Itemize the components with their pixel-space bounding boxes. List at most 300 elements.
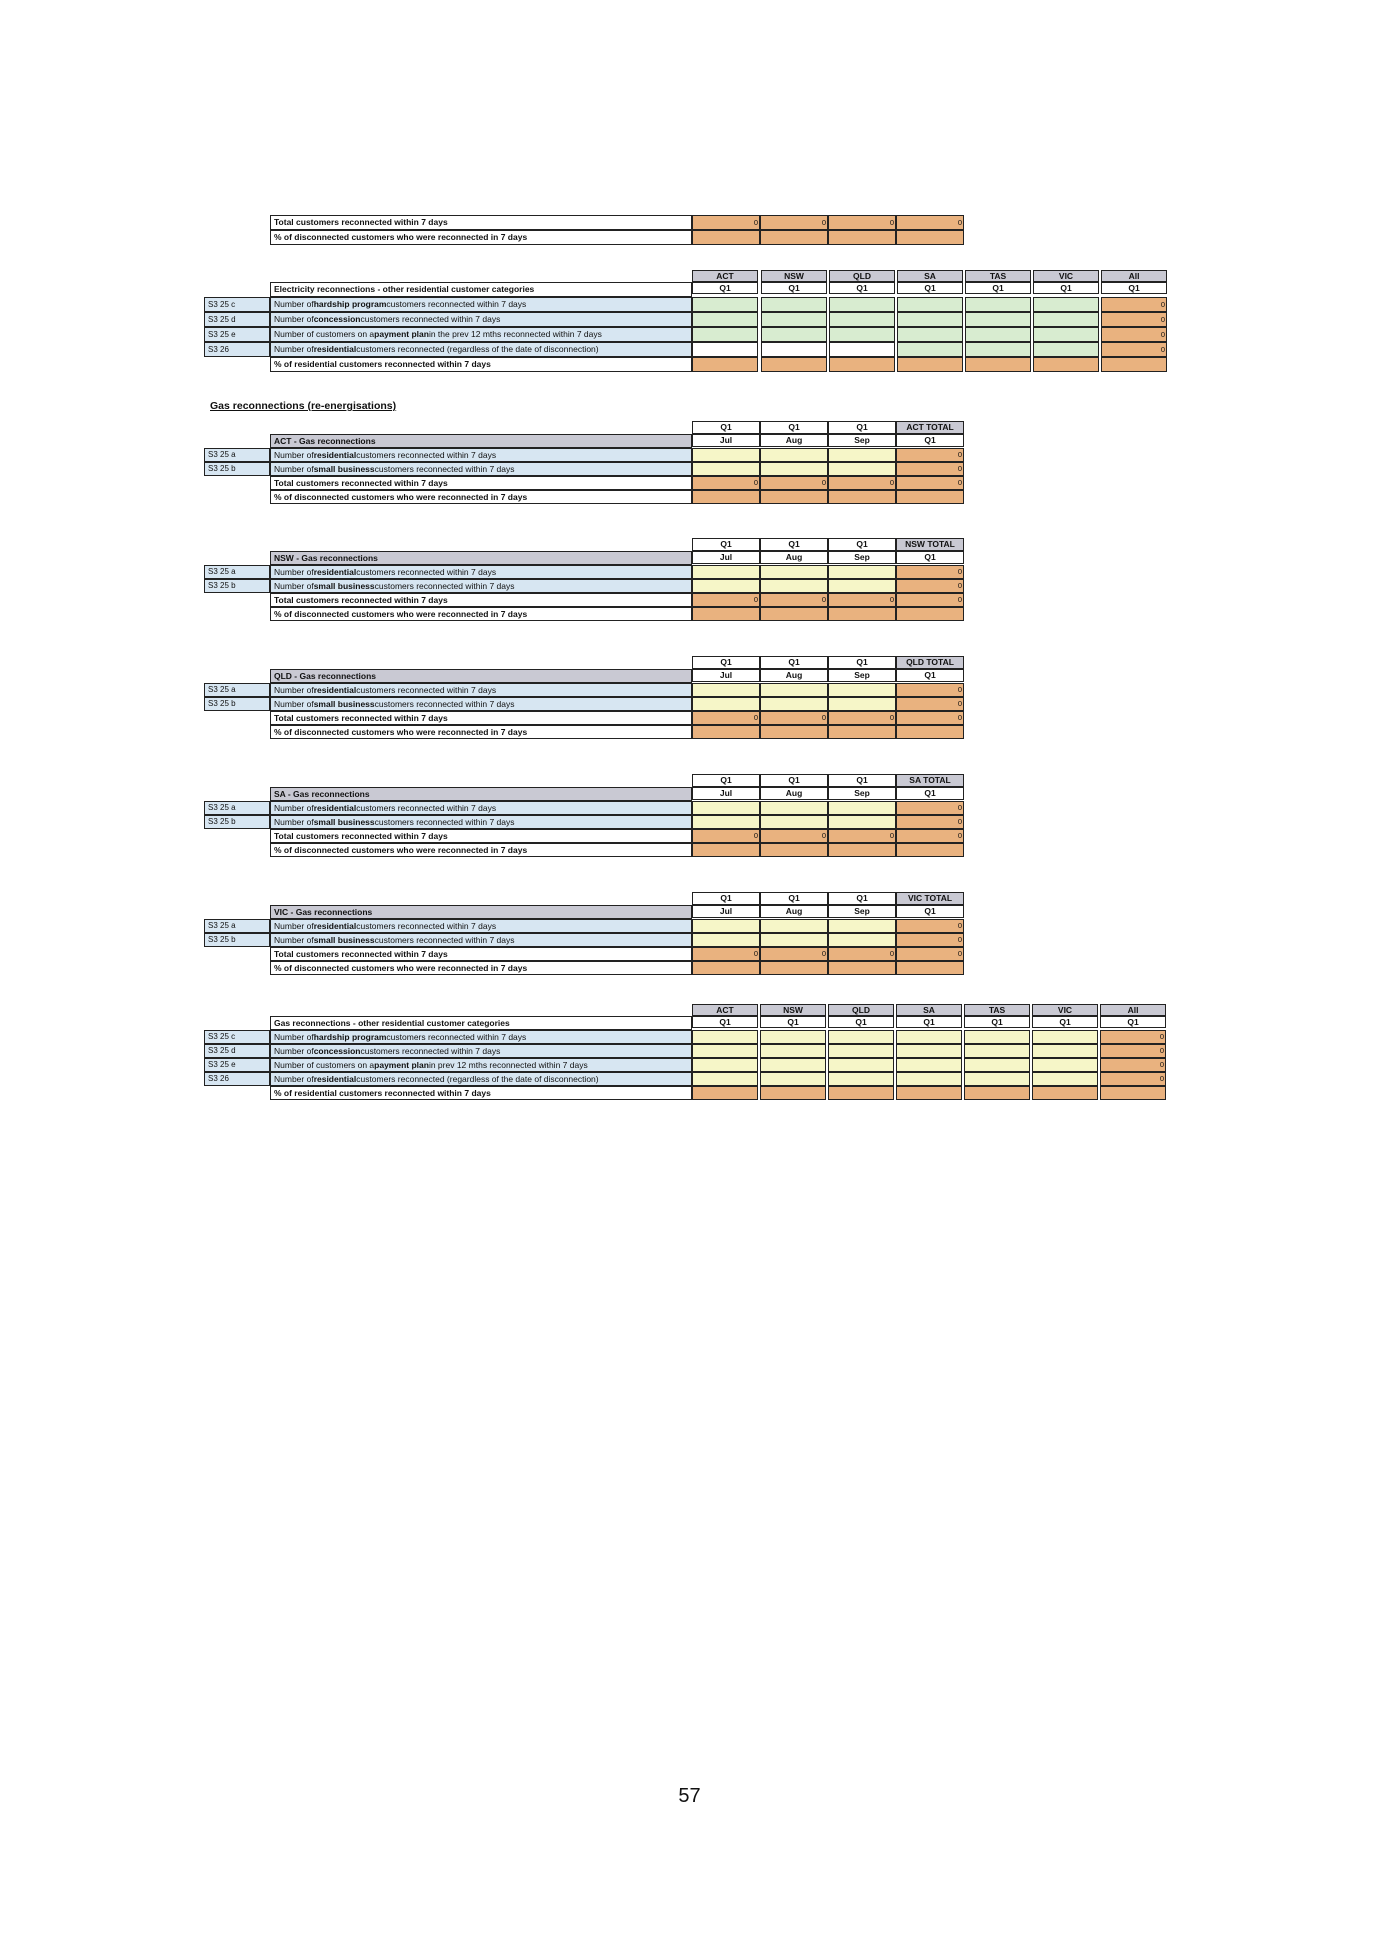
- gas-quarter-header: Q1: [828, 892, 896, 905]
- desc-part: small business: [313, 934, 375, 945]
- gasother-input-cell: [896, 1072, 962, 1086]
- desc-part: Number of: [274, 684, 314, 695]
- gas-row-label: [270, 683, 692, 697]
- gas-month-header: Sep: [828, 787, 896, 800]
- elec-input-cell: [829, 297, 895, 312]
- gas-total-row-cell: 0: [828, 593, 896, 607]
- gas-input-cell: [760, 801, 828, 815]
- desc-part: residential: [313, 802, 357, 813]
- desc-part: in prev 12 mths reconnected within 7 days: [428, 1059, 588, 1070]
- gas-month-header: Sep: [828, 551, 896, 564]
- gas-pct-cell: [828, 725, 896, 739]
- desc-part: Number of: [274, 463, 314, 474]
- gas-pct-total-cell: [896, 607, 964, 621]
- gas-pct-cell: [692, 607, 760, 621]
- gasother-input-cell: [896, 1058, 962, 1072]
- elec-pct-cell: [829, 357, 895, 372]
- desc-part: residential: [313, 684, 357, 695]
- desc-part: residential: [313, 1073, 357, 1084]
- gas-pct-cell: [828, 607, 896, 621]
- gasother-input-cell: [828, 1058, 894, 1072]
- gas-pct-label: % of disconnected customers who were reconnected in 7 days: [270, 490, 692, 504]
- gas-pct-cell: [692, 961, 760, 975]
- elec-input-cell: [829, 327, 895, 342]
- gas-input-cell: [760, 448, 828, 462]
- elec-row-label: [270, 327, 692, 342]
- gas-month-header: Jul: [692, 905, 760, 918]
- gas-input-cell: [828, 697, 896, 711]
- elec-pct-label: % of residential customers reconnected within 7 days: [270, 357, 692, 372]
- gas-input-cell: [760, 815, 828, 829]
- elec-quarter-header: Q1: [897, 282, 963, 294]
- elec-pct-cell: [1101, 357, 1167, 372]
- value-cell: 0: [692, 215, 760, 230]
- elec-state-header: TAS: [965, 270, 1031, 282]
- elec-input-cell: [761, 312, 827, 327]
- gas-quarter-header: Q1: [760, 656, 828, 669]
- elec-quarter-header: Q1: [692, 282, 758, 294]
- gasother-input-cell: [1032, 1044, 1098, 1058]
- gasother-quarter-header: Q1: [828, 1016, 894, 1028]
- gas-state-title: SA - Gas reconnections: [270, 787, 692, 801]
- gas-input-cell: [760, 579, 828, 593]
- gas-pct-label: % of disconnected customers who were reconnected in 7 days: [270, 607, 692, 621]
- gas-input-cell: [828, 815, 896, 829]
- gas-month-header: Aug: [760, 669, 828, 682]
- elec-all-cell: 0: [1101, 297, 1167, 312]
- elec-input-cell: [829, 342, 895, 357]
- gasother-title: Gas reconnections - other residential customer categories: [270, 1016, 692, 1030]
- gasother-quarter-header: Q1: [760, 1016, 826, 1028]
- gas-input-cell: [692, 933, 760, 947]
- gas-quarter-header: Q1: [828, 774, 896, 787]
- desc-part: customers reconnected (regardless of the date of disconnection): [356, 344, 599, 355]
- gasother-input-cell: [896, 1030, 962, 1044]
- desc-part: hardship program: [313, 1031, 387, 1042]
- elec-input-cell: [1033, 327, 1099, 342]
- gas-total-quarter: Q1: [896, 905, 964, 918]
- desc-part: Number of: [274, 920, 314, 931]
- desc-part: Number of: [274, 580, 314, 591]
- elec-all-cell: 0: [1101, 342, 1167, 357]
- gas-month-header: Sep: [828, 434, 896, 447]
- gas-state-title: VIC - Gas reconnections: [270, 905, 692, 919]
- elec-state-header: ACT: [692, 270, 758, 282]
- gas-month-header: Jul: [692, 551, 760, 564]
- gas-input-cell: [828, 579, 896, 593]
- gasother-input-cell: [692, 1058, 758, 1072]
- gas-pct-cell: [760, 961, 828, 975]
- elec-pct-cell: [761, 357, 827, 372]
- elec-input-cell: [692, 342, 758, 357]
- desc-part: customers reconnected within 7 days: [360, 314, 501, 325]
- elec-input-cell: [761, 327, 827, 342]
- desc-part: in the prev 12 mths reconnected within 7 days: [428, 329, 602, 340]
- elec-input-cell: [897, 297, 963, 312]
- elec-input-cell: [965, 327, 1031, 342]
- gas-quarter-header: Q1: [760, 538, 828, 551]
- desc-part: Number of: [274, 566, 314, 577]
- desc-part: customers reconnected within 7 days: [386, 299, 527, 310]
- gas-quarter-header: Q1: [828, 656, 896, 669]
- gasother-quarter-header: Q1: [692, 1016, 758, 1028]
- gas-row-label: [270, 448, 692, 462]
- gas-total-label: Total customers reconnected within 7 days: [270, 829, 692, 843]
- gas-input-cell: [692, 565, 760, 579]
- gasother-all-cell: 0: [1100, 1072, 1166, 1086]
- gas-input-cell: [692, 697, 760, 711]
- gas-input-cell: [828, 448, 896, 462]
- gas-row-code: S3 25 a: [204, 448, 270, 462]
- elec-pct-cell: [897, 357, 963, 372]
- value-cell: [692, 230, 760, 245]
- gas-input-cell: [828, 462, 896, 476]
- gasother-pct-label: % of residential customers reconnected within 7 days: [270, 1086, 692, 1100]
- gas-pct-label: % of disconnected customers who were reconnected in 7 days: [270, 725, 692, 739]
- gasother-state-header: QLD: [828, 1004, 894, 1016]
- elec-input-cell: [761, 297, 827, 312]
- elec-state-header: NSW: [761, 270, 827, 282]
- gasother-row-label: [270, 1058, 692, 1072]
- desc-part: Number of: [274, 314, 314, 325]
- desc-part: Number of: [274, 802, 314, 813]
- gasother-input-cell: [828, 1072, 894, 1086]
- elec-row-label: [270, 297, 692, 312]
- gas-pct-cell: [760, 725, 828, 739]
- gasother-quarter-header: Q1: [1100, 1016, 1166, 1028]
- gasother-all-cell: 0: [1100, 1044, 1166, 1058]
- gas-state-title: NSW - Gas reconnections: [270, 551, 692, 565]
- gasother-input-cell: [760, 1044, 826, 1058]
- gas-input-cell: [760, 919, 828, 933]
- gas-input-cell: [760, 462, 828, 476]
- gas-row-code: S3 25 b: [204, 579, 270, 593]
- gasother-state-header: TAS: [964, 1004, 1030, 1016]
- gasother-row-label: [270, 1044, 692, 1058]
- gasother-row-code: S3 25 d: [204, 1044, 270, 1058]
- elec-all-cell: 0: [1101, 327, 1167, 342]
- elec-state-header: VIC: [1033, 270, 1099, 282]
- gas-pct-cell: [828, 490, 896, 504]
- elec-input-cell: [897, 312, 963, 327]
- gas-input-cell: [692, 683, 760, 697]
- gasother-all-cell: 0: [1100, 1058, 1166, 1072]
- desc-part: residential: [313, 449, 357, 460]
- gas-pct-cell: [760, 843, 828, 857]
- gas-quarter-header: Q1: [692, 892, 760, 905]
- gasother-pct-cell: [760, 1086, 826, 1100]
- gas-quarter-header: Q1: [692, 774, 760, 787]
- gasother-input-cell: [896, 1044, 962, 1058]
- gas-month-header: Aug: [760, 551, 828, 564]
- gas-input-cell: [828, 919, 896, 933]
- gas-total-header: NSW TOTAL: [896, 538, 964, 551]
- gas-total-row-cell: 0: [828, 711, 896, 725]
- desc-part: hardship program: [313, 299, 387, 310]
- gasother-quarter-header: Q1: [1032, 1016, 1098, 1028]
- gas-total-row-cell: 0: [692, 947, 760, 961]
- gasother-input-cell: [1032, 1058, 1098, 1072]
- gasother-input-cell: [692, 1072, 758, 1086]
- gasother-pct-cell: [1032, 1086, 1098, 1100]
- gasother-input-cell: [964, 1044, 1030, 1058]
- gas-row-label: [270, 815, 692, 829]
- desc-part: concession: [313, 1045, 361, 1056]
- gas-input-cell: [828, 933, 896, 947]
- gas-total-cell: 0: [896, 683, 964, 697]
- gas-total-label: Total customers reconnected within 7 days: [270, 947, 692, 961]
- gas-total-row-cell: 0: [760, 476, 828, 490]
- gas-total-row-cell: 0: [692, 711, 760, 725]
- elec-quarter-header: Q1: [965, 282, 1031, 294]
- gas-month-header: Aug: [760, 905, 828, 918]
- desc-part: customers reconnected within 7 days: [360, 1045, 501, 1056]
- gas-total-cell: 0: [896, 919, 964, 933]
- gasother-row-code: S3 25 e: [204, 1058, 270, 1072]
- gas-total-row-cell: 0: [760, 947, 828, 961]
- gas-total-row-cell: 0: [760, 829, 828, 843]
- gas-total-row-cell: 0: [828, 476, 896, 490]
- desc-part: Number of: [274, 1073, 314, 1084]
- gas-total-label: Total customers reconnected within 7 days: [270, 476, 692, 490]
- page-number: 57: [678, 1785, 701, 1807]
- gas-row-label: [270, 919, 692, 933]
- desc-part: small business: [313, 580, 375, 591]
- desc-part: customers reconnected (regardless of the date of disconnection): [356, 1073, 599, 1084]
- gas-grand-total-cell: 0: [896, 593, 964, 607]
- gas-total-cell: 0: [896, 815, 964, 829]
- gas-quarter-header: Q1: [692, 656, 760, 669]
- desc-part: customers reconnected within 7 days: [374, 816, 515, 827]
- elec-input-cell: [692, 312, 758, 327]
- row-label: Total customers reconnected within 7 days: [270, 215, 692, 230]
- gasother-all-cell: 0: [1100, 1030, 1166, 1044]
- elec-row-label: [270, 312, 692, 327]
- gas-pct-total-cell: [896, 961, 964, 975]
- gas-total-header: SA TOTAL: [896, 774, 964, 787]
- gas-row-code: S3 25 b: [204, 933, 270, 947]
- elec-state-header: SA: [897, 270, 963, 282]
- gas-row-code: S3 25 a: [204, 801, 270, 815]
- elec-row-code: S3 25 d: [204, 312, 270, 327]
- gas-pct-cell: [828, 961, 896, 975]
- desc-part: customers reconnected within 7 days: [356, 920, 497, 931]
- gas-total-quarter: Q1: [896, 669, 964, 682]
- gas-input-cell: [760, 697, 828, 711]
- gas-total-quarter: Q1: [896, 787, 964, 800]
- gas-pct-cell: [692, 490, 760, 504]
- gasother-pct-cell: [828, 1086, 894, 1100]
- desc-part: Number of: [274, 449, 314, 460]
- gasother-pct-cell: [1100, 1086, 1166, 1100]
- gasother-input-cell: [760, 1072, 826, 1086]
- gas-pct-cell: [760, 490, 828, 504]
- gas-row-label: [270, 565, 692, 579]
- gas-total-cell: 0: [896, 933, 964, 947]
- gasother-input-cell: [692, 1030, 758, 1044]
- elec-quarter-header: Q1: [1101, 282, 1167, 294]
- gasother-state-header: ACT: [692, 1004, 758, 1016]
- gas-input-cell: [692, 448, 760, 462]
- gasother-input-cell: [760, 1058, 826, 1072]
- desc-part: Number of: [274, 1045, 314, 1056]
- elec-input-cell: [897, 327, 963, 342]
- gas-state-title: ACT - Gas reconnections: [270, 434, 692, 448]
- gas-row-code: S3 25 a: [204, 565, 270, 579]
- gasother-state-header: SA: [896, 1004, 962, 1016]
- gas-input-cell: [692, 815, 760, 829]
- desc-part: customers reconnected within 7 days: [356, 802, 497, 813]
- gas-pct-label: % of disconnected customers who were reconnected in 7 days: [270, 843, 692, 857]
- gas-quarter-header: Q1: [760, 892, 828, 905]
- desc-part: Number of customers on a: [274, 1059, 375, 1070]
- gas-row-code: S3 25 b: [204, 815, 270, 829]
- elec-input-cell: [1033, 297, 1099, 312]
- gasother-pct-cell: [692, 1086, 758, 1100]
- desc-part: residential: [313, 344, 357, 355]
- gas-input-cell: [692, 579, 760, 593]
- elec-input-cell: [1033, 342, 1099, 357]
- gas-pct-label: % of disconnected customers who were reconnected in 7 days: [270, 961, 692, 975]
- value-cell: 0: [760, 215, 828, 230]
- gas-total-quarter: Q1: [896, 434, 964, 447]
- elec-input-cell: [965, 312, 1031, 327]
- gas-input-cell: [760, 683, 828, 697]
- desc-part: customers reconnected within 7 days: [374, 580, 515, 591]
- gas-total-quarter: Q1: [896, 551, 964, 564]
- gas-month-header: Jul: [692, 787, 760, 800]
- gas-total-row-cell: 0: [828, 947, 896, 961]
- elec-input-cell: [965, 342, 1031, 357]
- elec-quarter-header: Q1: [761, 282, 827, 294]
- gas-pct-cell: [828, 843, 896, 857]
- desc-part: customers reconnected within 7 days: [386, 1031, 527, 1042]
- gas-total-row-cell: 0: [692, 829, 760, 843]
- gasother-input-cell: [692, 1044, 758, 1058]
- elec-row-code: S3 25 c: [204, 297, 270, 312]
- desc-part: Number of customers on a: [274, 329, 375, 340]
- gas-section-title: Gas reconnections (re-energisations): [210, 400, 397, 412]
- gas-input-cell: [692, 462, 760, 476]
- elec-input-cell: [829, 312, 895, 327]
- desc-part: Number of: [274, 698, 314, 709]
- elec-pct-cell: [1033, 357, 1099, 372]
- gas-pct-cell: [692, 843, 760, 857]
- gas-row-code: S3 25 a: [204, 683, 270, 697]
- gas-grand-total-cell: 0: [896, 711, 964, 725]
- desc-part: customers reconnected within 7 days: [374, 698, 515, 709]
- gas-month-header: Aug: [760, 434, 828, 447]
- desc-part: small business: [313, 698, 375, 709]
- gasother-pct-cell: [964, 1086, 1030, 1100]
- gasother-input-cell: [828, 1044, 894, 1058]
- gas-row-label: [270, 579, 692, 593]
- elec-input-cell: [965, 297, 1031, 312]
- elec-quarter-header: Q1: [829, 282, 895, 294]
- gas-total-cell: 0: [896, 462, 964, 476]
- elec-pct-cell: [692, 357, 758, 372]
- gas-pct-total-cell: [896, 490, 964, 504]
- gas-quarter-header: Q1: [760, 421, 828, 434]
- desc-part: customers reconnected within 7 days: [356, 449, 497, 460]
- gas-total-label: Total customers reconnected within 7 days: [270, 593, 692, 607]
- value-cell: [828, 230, 896, 245]
- gas-total-header: ACT TOTAL: [896, 421, 964, 434]
- gas-input-cell: [828, 683, 896, 697]
- gas-quarter-header: Q1: [692, 421, 760, 434]
- elec-pct-cell: [965, 357, 1031, 372]
- elec-input-cell: [897, 342, 963, 357]
- gas-month-header: Sep: [828, 669, 896, 682]
- elec-all-cell: 0: [1101, 312, 1167, 327]
- gas-quarter-header: Q1: [760, 774, 828, 787]
- gas-total-row-cell: 0: [760, 711, 828, 725]
- elec-quarter-header: Q1: [1033, 282, 1099, 294]
- gas-row-label: [270, 697, 692, 711]
- gas-total-cell: 0: [896, 565, 964, 579]
- gasother-pct-cell: [896, 1086, 962, 1100]
- gas-total-row-cell: 0: [760, 593, 828, 607]
- desc-part: small business: [313, 463, 375, 474]
- gasother-state-header: All: [1100, 1004, 1166, 1016]
- gas-total-header: VIC TOTAL: [896, 892, 964, 905]
- gas-grand-total-cell: 0: [896, 476, 964, 490]
- gasother-row-label: [270, 1072, 692, 1086]
- elec-row-label: [270, 342, 692, 357]
- gas-total-cell: 0: [896, 579, 964, 593]
- gas-input-cell: [760, 565, 828, 579]
- gas-total-cell: 0: [896, 448, 964, 462]
- gas-total-row-cell: 0: [692, 593, 760, 607]
- gas-month-header: Aug: [760, 787, 828, 800]
- desc-part: residential: [313, 566, 357, 577]
- gas-input-cell: [760, 933, 828, 947]
- elec-input-cell: [692, 327, 758, 342]
- gas-pct-cell: [692, 725, 760, 739]
- value-cell: 0: [896, 215, 964, 230]
- elec-state-header: QLD: [829, 270, 895, 282]
- desc-part: customers reconnected within 7 days: [374, 934, 515, 945]
- gas-pct-total-cell: [896, 843, 964, 857]
- desc-part: Number of: [274, 344, 314, 355]
- gas-month-header: Sep: [828, 905, 896, 918]
- gas-total-row-cell: 0: [828, 829, 896, 843]
- gas-month-header: Jul: [692, 434, 760, 447]
- desc-part: residential: [313, 920, 357, 931]
- gas-pct-cell: [760, 607, 828, 621]
- gas-month-header: Jul: [692, 669, 760, 682]
- row-label: % of disconnected customers who were reconnected in 7 days: [270, 230, 692, 245]
- gasother-row-code: S3 26: [204, 1072, 270, 1086]
- gas-input-cell: [828, 801, 896, 815]
- gas-row-label: [270, 462, 692, 476]
- desc-part: customers reconnected within 7 days: [356, 566, 497, 577]
- gas-total-row-cell: 0: [692, 476, 760, 490]
- gasother-input-cell: [828, 1030, 894, 1044]
- value-cell: [896, 230, 964, 245]
- elec-row-code: S3 26: [204, 342, 270, 357]
- gas-total-label: Total customers reconnected within 7 days: [270, 711, 692, 725]
- gasother-state-header: NSW: [760, 1004, 826, 1016]
- gasother-input-cell: [1032, 1030, 1098, 1044]
- gasother-input-cell: [964, 1072, 1030, 1086]
- gas-grand-total-cell: 0: [896, 829, 964, 843]
- gasother-row-code: S3 25 c: [204, 1030, 270, 1044]
- elec-title: Electricity reconnections - other residential customer categories: [270, 282, 692, 297]
- gas-input-cell: [692, 919, 760, 933]
- gas-quarter-header: Q1: [828, 538, 896, 551]
- elec-row-code: S3 25 e: [204, 327, 270, 342]
